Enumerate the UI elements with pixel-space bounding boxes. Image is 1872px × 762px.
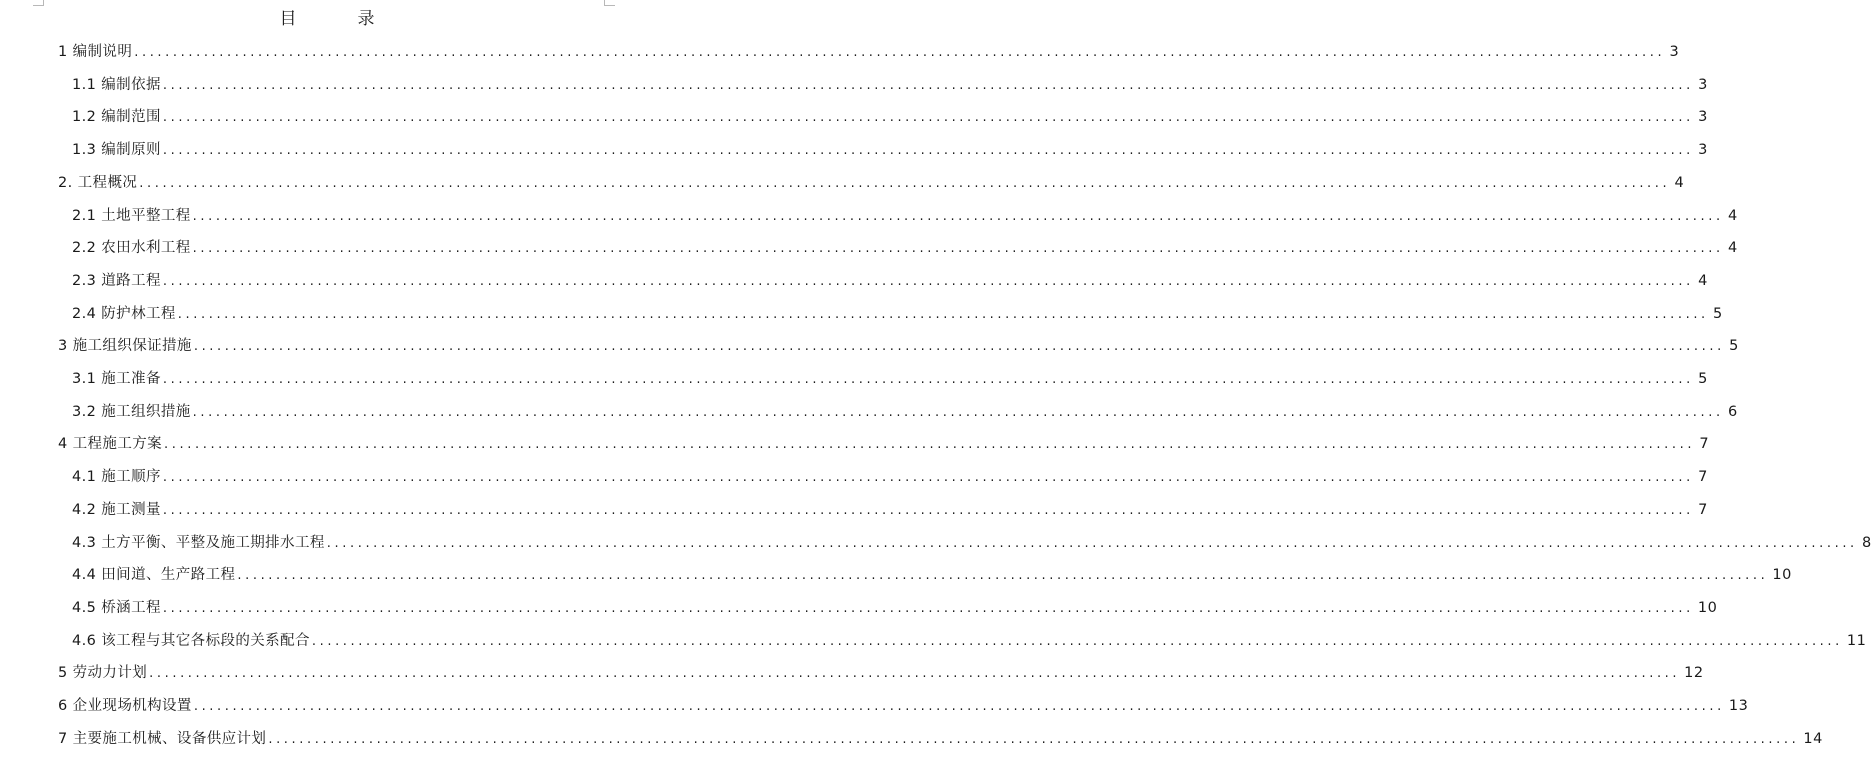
toc-entry[interactable] <box>58 37 1680 67</box>
toc-dot-leader: ...................................................................................................................................................................................................... <box>192 208 1724 224</box>
toc-dot-leader: ...................................................................................................................................................................................................... <box>268 731 1800 747</box>
toc-entry[interactable] <box>72 495 1708 525</box>
page-corner-mark-left <box>33 0 44 6</box>
toc-entry-label: 4.2 施工测量 <box>72 501 161 518</box>
toc-entry-label: 4.3 土方平衡、平整及施工期排水工程 <box>72 534 325 551</box>
toc-dot-leader: ...................................................................................................................................................................................................... <box>162 600 1694 616</box>
toc-dot-leader: ...................................................................................................................................................................................................... <box>162 372 1694 387</box>
toc-entry-page-number: 3 <box>1698 109 1708 126</box>
toc-dot-leader: ...................................................................................................................................................................................................... <box>192 404 1724 420</box>
toc-entry-label: 4.1 施工顺序 <box>72 469 161 486</box>
toc-entry-page-number: 11 <box>1846 632 1867 649</box>
toc-entry[interactable] <box>72 70 1708 100</box>
toc-entry-label: 5 劳动力计划 <box>58 665 148 682</box>
toc-title: 目 录 <box>279 9 397 29</box>
toc-entry-label: 4.4 田间道、生产路工程 <box>72 567 236 584</box>
toc-dot-leader: ...................................................................................................................................................................................................... <box>164 437 1696 453</box>
toc-entry[interactable] <box>58 658 1704 688</box>
toc-entry[interactable] <box>72 266 1708 296</box>
toc-entry-page-number: 4 <box>1674 174 1685 191</box>
toc-entry-label: 1 编制说明 <box>58 44 133 60</box>
toc-entry-label: 2. 工程概况 <box>58 174 138 191</box>
toc-entry-label: 2.4 防护林工程 <box>72 305 176 322</box>
toc-dot-leader: ...................................................................................................................................................................................................... <box>193 699 1725 714</box>
toc-dot-leader: ...................................................................................................................................................................................................... <box>193 339 1725 355</box>
toc-dot-leader: ...................................................................................................................................................................................................... <box>162 110 1694 126</box>
toc-entry-page-number: 7 <box>1698 501 1708 518</box>
toc-entry-page-number: 5 <box>1713 305 1723 322</box>
toc-entry-page-number: 5 <box>1729 338 1739 355</box>
toc-entry[interactable] <box>72 233 1738 263</box>
toc-dot-leader: ...................................................................................................................................................................................................... <box>149 666 1681 682</box>
toc-entry-page-number: 10 <box>1697 599 1718 616</box>
toc-entry-page-number: 10 <box>1772 567 1792 584</box>
toc-dot-leader: ...................................................................................................................................................................................................... <box>162 470 1694 486</box>
toc-entry-page-number: 4 <box>1727 207 1738 224</box>
toc-entry[interactable] <box>72 626 1867 656</box>
toc-entry-label: 4 工程施工方案 <box>58 436 163 453</box>
toc-entry-page-number: 7 <box>1698 469 1708 486</box>
toc-entry-label: 2.3 道路工程 <box>72 272 161 289</box>
toc-entry-label: 3.1 施工准备 <box>72 371 161 387</box>
toc-entry[interactable] <box>72 593 1718 623</box>
toc-entry-page-number: 8 <box>1862 534 1872 551</box>
toc-dot-leader: ...................................................................................................................................................................................................... <box>326 535 1858 551</box>
toc-entry-page-number: 4 <box>1698 272 1708 289</box>
toc-dot-leader: ...................................................................................................................................................................................................... <box>134 45 1666 60</box>
toc-dot-leader: ...................................................................................................................................................................................................... <box>311 633 1843 649</box>
toc-entry[interactable] <box>72 528 1872 558</box>
toc-dot-leader: ...................................................................................................................................................................................................... <box>237 568 1769 584</box>
toc-entry[interactable] <box>72 135 1708 165</box>
toc-entry[interactable] <box>58 331 1739 361</box>
toc-entry-page-number: 7 <box>1699 436 1710 453</box>
toc-entry-page-number: 6 <box>1727 403 1738 420</box>
toc-entry-label: 2.2 农田水利工程 <box>72 240 191 257</box>
toc-entry-label: 7 主要施工机械、设备供应计划 <box>58 730 267 747</box>
toc-entry[interactable] <box>72 462 1708 492</box>
toc-dot-leader: ...................................................................................................................................................................................................... <box>162 77 1694 93</box>
toc-entry[interactable] <box>72 364 1708 394</box>
toc-dot-leader: ...................................................................................................................................................................................................... <box>162 273 1694 289</box>
toc-entry-label: 4.5 桥涵工程 <box>72 599 161 616</box>
toc-dot-leader: ...................................................................................................................................................................................................... <box>177 306 1709 322</box>
toc-entry-label: 6 企业现场机构设置 <box>58 698 192 714</box>
toc-entry-label: 1.1 编制依据 <box>72 76 161 93</box>
toc-entry[interactable] <box>72 299 1723 329</box>
toc-entry-page-number: 5 <box>1698 371 1708 387</box>
toc-entry-page-number: 13 <box>1728 698 1749 714</box>
toc-entry-label: 1.3 编制原则 <box>72 142 161 159</box>
toc-entry-page-number: 12 <box>1684 665 1704 682</box>
toc-entry-label: 4.6 该工程与其它各标段的关系配合 <box>72 632 310 649</box>
toc-entry[interactable] <box>58 168 1685 198</box>
page-corner-mark-right <box>604 0 615 6</box>
toc-dot-leader: ...................................................................................................................................................................................................... <box>162 143 1694 159</box>
toc-entry[interactable] <box>72 397 1738 427</box>
toc-entry[interactable] <box>72 102 1708 132</box>
toc-dot-leader: ...................................................................................................................................................................................................... <box>162 502 1694 518</box>
toc-entry-label: 3.2 施工组织措施 <box>72 403 191 420</box>
toc-entry[interactable] <box>58 724 1823 754</box>
toc-entry-page-number: 4 <box>1727 240 1738 257</box>
toc-entry-page-number: 14 <box>1803 730 1823 747</box>
toc-entry-page-number: 3 <box>1698 76 1708 93</box>
toc-entry[interactable] <box>72 201 1738 231</box>
toc-entry-page-number: 3 <box>1698 142 1708 159</box>
toc-entry-label: 3 施工组织保证措施 <box>58 338 192 355</box>
toc-dot-leader: ...................................................................................................................................................................................................... <box>192 241 1724 257</box>
toc-entry[interactable] <box>72 560 1792 590</box>
toc-entry-label: 1.2 编制范围 <box>72 109 161 126</box>
toc-entry-label: 2.1 土地平整工程 <box>72 207 191 224</box>
toc-entry[interactable] <box>58 429 1710 459</box>
toc-entry[interactable] <box>58 691 1749 721</box>
toc-dot-leader: ...................................................................................................................................................................................................... <box>139 175 1671 191</box>
toc-entry-page-number: 3 <box>1669 44 1680 60</box>
